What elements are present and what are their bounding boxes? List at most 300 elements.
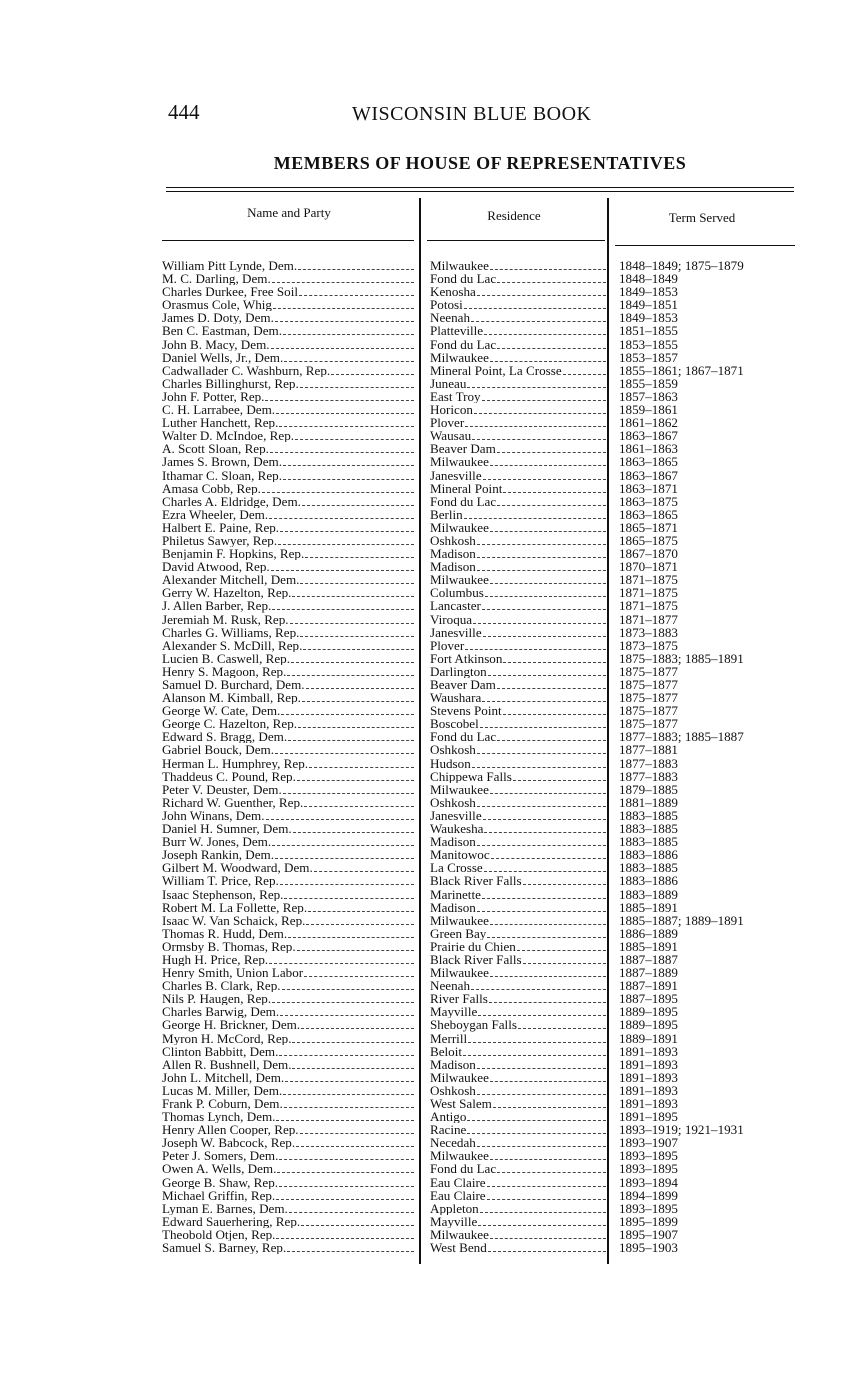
- member-residence-text: River Falls: [430, 992, 488, 1006]
- member-name: [162, 586, 414, 599]
- member-name-text: Jeremiah M. Rusk, Rep.: [162, 612, 289, 626]
- dot-leader: [297, 780, 414, 781]
- member-residence-text: Fond du Lac: [430, 272, 497, 286]
- dot-leader: [296, 1146, 414, 1147]
- dot-leader: [295, 439, 414, 440]
- member-residence-text: Fond du Lac: [430, 730, 497, 744]
- member-name: [162, 1071, 414, 1084]
- dot-leader: [300, 387, 414, 388]
- dot-leader: [299, 295, 414, 296]
- member-name: [162, 940, 414, 953]
- member-name: [162, 861, 414, 874]
- dot-leader: [279, 1055, 414, 1056]
- member-term: 1855–1861; 1867–1871: [619, 363, 744, 377]
- member-name-text: Orasmus Cole, Whig: [162, 298, 272, 312]
- dot-leader: [473, 623, 606, 624]
- member-name-text: Alexander S. McDill, Rep.: [162, 638, 303, 652]
- member-residence: [430, 626, 606, 639]
- member-residence: [430, 442, 606, 455]
- member-name: [162, 469, 414, 482]
- dot-leader: [480, 1212, 606, 1213]
- member-residence-text: Mineral Point: [430, 481, 503, 495]
- member-residence: [430, 861, 606, 874]
- member-name-text: Thaddeus C. Pound, Rep.: [162, 769, 296, 783]
- member-residence-text: Waushara: [430, 691, 482, 705]
- dot-leader: [467, 387, 606, 388]
- member-name-text: Daniel Wells, Jr., Dem.: [162, 350, 284, 364]
- dot-leader: [304, 806, 414, 807]
- member-residence-text: Beaver Dam: [430, 678, 496, 692]
- dot-leader: [301, 1225, 414, 1226]
- member-residence: [430, 285, 606, 298]
- dot-leader: [477, 806, 606, 807]
- dot-leader: [284, 898, 414, 899]
- member-term: 1891–1893: [619, 1083, 678, 1097]
- member-residence-text: Milwaukee: [430, 913, 489, 927]
- dot-leader: [490, 1238, 606, 1239]
- member-name: [162, 285, 414, 298]
- member-residence-text: Lancaster: [430, 599, 481, 613]
- dot-leader: [269, 518, 414, 519]
- member-term: 1889–1895: [619, 1018, 678, 1032]
- member-residence-text: Columbus: [430, 586, 484, 600]
- member-residence: [430, 1202, 606, 1215]
- member-name-text: James S. Brown, Dem.: [162, 455, 283, 469]
- running-head: WISCONSIN BLUE BOOK: [352, 103, 592, 125]
- column-header-underline-term: [615, 245, 795, 246]
- dot-leader: [308, 911, 414, 912]
- dot-leader: [280, 884, 414, 885]
- dot-leader: [283, 334, 414, 335]
- member-name-text: Henry S. Magoon, Rep.: [162, 664, 287, 678]
- member-residence-text: Sheboygan Falls: [430, 1018, 517, 1032]
- member-residence: [430, 822, 606, 835]
- member-residence: [430, 416, 606, 429]
- member-name: [162, 364, 414, 377]
- dot-leader: [478, 1015, 606, 1016]
- member-term: 1883–1885: [619, 808, 678, 823]
- member-name-text: Ezra Wheeler, Dem.: [162, 507, 269, 521]
- member-residence: [430, 338, 606, 351]
- dot-leader: [281, 714, 414, 715]
- member-residence-text: Chippewa Falls: [430, 769, 512, 783]
- dot-leader: [468, 1042, 606, 1043]
- member-term: 1863–1871: [619, 481, 678, 495]
- dot-leader: [275, 858, 414, 859]
- member-name-text: John L. Mitchell, Dem.: [162, 1070, 285, 1084]
- member-name-text: Nils P. Haugen, Rep.: [162, 992, 272, 1006]
- member-term: 1883–1885: [619, 822, 678, 836]
- dot-leader: [503, 714, 606, 715]
- member-term: 1853–1857: [619, 350, 678, 364]
- member-name-text: Isaac Stephenson, Rep.: [162, 887, 284, 901]
- top-rule: [166, 187, 794, 188]
- member-term: 1891–1893: [619, 1057, 678, 1071]
- dot-leader: [477, 570, 606, 571]
- member-name-text: George B. Shaw, Rep.: [162, 1175, 279, 1189]
- member-residence-text: Neenah: [430, 979, 470, 993]
- member-name-text: Amasa Cobb, Rep.: [162, 481, 261, 495]
- dot-leader: [266, 819, 414, 820]
- dot-leader: [284, 1107, 414, 1108]
- dot-leader: [279, 1186, 414, 1187]
- dot-leader: [497, 282, 606, 283]
- member-name: [162, 259, 414, 272]
- member-term: 1891–1895: [619, 1110, 678, 1124]
- member-name: [162, 508, 414, 521]
- member-name-text: Lucien B. Caswell, Rep.: [162, 651, 291, 665]
- member-name: [162, 429, 414, 442]
- member-term: 1849–1853: [619, 311, 678, 325]
- member-residence: [430, 757, 606, 770]
- member-residence-text: Madison: [430, 1057, 476, 1071]
- dot-leader: [279, 1159, 414, 1160]
- member-residence: [430, 1097, 606, 1110]
- member-term: 1848–1849; 1875–1879: [619, 259, 744, 273]
- member-residence-text: Milwaukee: [430, 259, 489, 273]
- member-residence-text: Oshkosh: [430, 533, 476, 548]
- member-residence: [430, 914, 606, 927]
- member-residence: [430, 1136, 606, 1149]
- member-name-text: Walter D. McIndoe, Rep.: [162, 429, 295, 443]
- member-term: 1887–1889: [619, 966, 678, 980]
- member-residence: [430, 586, 606, 599]
- member-residence: [430, 1123, 606, 1136]
- dot-leader: [482, 400, 606, 401]
- member-name-text: Ormsby B. Thomas, Rep.: [162, 939, 296, 953]
- dot-leader: [331, 374, 414, 375]
- member-name-text: Luther Hanchett, Rep.: [162, 416, 279, 430]
- dot-leader: [488, 1251, 606, 1252]
- member-residence-text: Plover: [430, 638, 465, 652]
- member-residence: [430, 678, 606, 691]
- member-name-text: Charles Durkee, Free Soil: [162, 285, 298, 299]
- member-residence: [430, 953, 606, 966]
- member-term: 1877–1883: [619, 756, 678, 770]
- dot-leader: [276, 1238, 414, 1239]
- dot-leader: [497, 505, 606, 506]
- member-name-text: Allen R. Bushnell, Dem.: [162, 1057, 292, 1071]
- member-name: [162, 403, 414, 416]
- member-residence: [430, 901, 606, 914]
- member-residence-text: Stevens Point: [430, 704, 502, 718]
- member-name-text: Michael Griffin, Rep.: [162, 1188, 276, 1202]
- dot-leader: [272, 282, 414, 283]
- member-residence-text: Milwaukee: [430, 455, 489, 469]
- member-residence-text: Beaver Dam: [430, 442, 496, 456]
- member-residence-text: Kenosha: [430, 285, 476, 299]
- column-divider-right: [607, 198, 609, 1264]
- dot-leader: [523, 884, 606, 885]
- member-residence: [430, 390, 606, 403]
- member-residence: [430, 927, 606, 940]
- member-residence-text: Mayville: [430, 1214, 478, 1228]
- member-residence-text: Platteville: [430, 324, 484, 338]
- member-name-text: Ithamar C. Sloan, Rep.: [162, 468, 283, 482]
- member-term: 1893–1907: [619, 1136, 678, 1150]
- member-residence: [430, 455, 606, 468]
- dot-leader: [493, 1107, 606, 1108]
- member-residence: [430, 743, 606, 756]
- dot-leader: [302, 701, 414, 702]
- member-residence: [430, 730, 606, 743]
- column-header-underline-name: [162, 240, 414, 241]
- member-name: [162, 455, 414, 468]
- member-name-text: Henry Allen Cooper, Rep.: [162, 1123, 299, 1137]
- member-name: [162, 416, 414, 429]
- dot-leader: [298, 727, 414, 728]
- member-residence: [430, 547, 606, 560]
- member-residence-text: Oshkosh: [430, 743, 476, 757]
- dot-leader: [270, 452, 414, 453]
- member-term: 1871–1877: [619, 612, 678, 626]
- member-name-text: Gerry W. Hazelton, Rep.: [162, 586, 292, 600]
- member-term: 1887–1895: [619, 992, 678, 1006]
- dot-leader: [490, 793, 606, 794]
- member-name: [162, 324, 414, 337]
- member-residence-text: La Crosse: [430, 861, 483, 875]
- dot-leader: [272, 609, 414, 610]
- member-name-text: John F. Potter, Rep.: [162, 389, 265, 404]
- member-name: [162, 678, 414, 691]
- member-term: 1875–1877: [619, 717, 678, 731]
- member-name: [162, 1162, 414, 1175]
- member-name: [162, 298, 414, 311]
- member-residence-text: Green Bay: [430, 926, 487, 940]
- member-residence: [430, 966, 606, 979]
- dot-leader: [467, 1133, 606, 1134]
- dot-leader: [283, 479, 414, 480]
- member-residence: [430, 848, 606, 861]
- member-residence: [430, 1228, 606, 1241]
- dot-leader: [271, 570, 414, 571]
- member-name: [162, 717, 414, 730]
- member-residence-text: Janesville: [430, 468, 482, 482]
- member-name-text: George C. Hazelton, Rep.: [162, 717, 298, 731]
- member-residence-text: Milwaukee: [430, 520, 489, 534]
- member-name-text: Edward Sauerhering, Rep.: [162, 1214, 301, 1228]
- member-residence-text: Wausau: [430, 429, 472, 443]
- dot-leader: [282, 989, 414, 990]
- member-residence: [430, 495, 606, 508]
- dot-leader: [272, 845, 414, 846]
- member-residence: [430, 1058, 606, 1071]
- member-name-text: Burr W. Jones, Dem.: [162, 835, 272, 849]
- member-name: [162, 888, 414, 901]
- dot-leader: [271, 348, 414, 349]
- dot-leader: [517, 950, 606, 951]
- member-residence-text: Appleton: [430, 1201, 479, 1215]
- dot-leader: [472, 439, 606, 440]
- dot-leader: [487, 937, 606, 938]
- member-name-text: Charles G. Williams, Rep.: [162, 625, 300, 639]
- dot-leader: [480, 727, 606, 728]
- dot-leader: [301, 1028, 414, 1029]
- member-term: 1849–1853: [619, 285, 678, 299]
- member-term: 1889–1895: [619, 1005, 678, 1019]
- member-name-text: Thomas Lynch, Dem.: [162, 1110, 276, 1124]
- dot-leader: [478, 1225, 606, 1226]
- member-residence: [430, 613, 606, 626]
- member-term: 1895–1907: [619, 1227, 678, 1242]
- member-residence-text: Fond du Lac: [430, 1162, 497, 1176]
- member-term: 1885–1891: [619, 939, 678, 953]
- member-residence: [430, 351, 606, 364]
- dot-leader: [497, 688, 606, 689]
- dot-leader: [482, 609, 606, 610]
- dot-leader: [490, 583, 606, 584]
- member-residence: [430, 691, 606, 704]
- member-name: [162, 1058, 414, 1071]
- member-term: 1871–1875: [619, 573, 678, 587]
- member-term: 1859–1861: [619, 403, 678, 417]
- member-name-text: Charles A. Eldridge, Dem.: [162, 494, 301, 508]
- member-residence: [430, 560, 606, 573]
- member-name-text: Frank P. Coburn, Dem.: [162, 1097, 283, 1111]
- member-residence: [430, 508, 606, 521]
- member-name: [162, 521, 414, 534]
- member-residence: [430, 1005, 606, 1018]
- member-residence: [430, 298, 606, 311]
- member-residence: [430, 364, 606, 377]
- member-name: [162, 770, 414, 783]
- member-residence-text: Prairie du Chien: [430, 939, 516, 953]
- member-name-text: George W. Cate, Dem.: [162, 704, 281, 718]
- dot-leader: [497, 1172, 606, 1173]
- member-residence-text: Fort Atkinson: [430, 651, 503, 665]
- member-term: 1855–1859: [619, 376, 678, 390]
- member-term: 1870–1871: [619, 560, 678, 574]
- member-residence: [430, 272, 606, 285]
- member-name: [162, 534, 414, 547]
- member-name-text: John B. Macy, Dem.: [162, 337, 270, 351]
- member-residence: [430, 469, 606, 482]
- member-name: [162, 953, 414, 966]
- member-name-text: Cadwallader C. Washburn, Rep.: [162, 363, 331, 377]
- member-residence-text: Manitowoc: [430, 848, 490, 862]
- member-name: [162, 835, 414, 848]
- dot-leader: [513, 780, 606, 781]
- member-name-text: Benjamin F. Hopkins, Rep.: [162, 547, 305, 561]
- member-residence-text: East Troy: [430, 389, 481, 404]
- member-residence-text: Waukesha: [430, 822, 484, 836]
- member-name: [162, 979, 414, 992]
- member-residence-text: Janesville: [430, 625, 482, 639]
- member-name: [162, 1084, 414, 1097]
- member-name: [162, 652, 414, 665]
- dot-leader: [518, 1028, 606, 1029]
- member-name: [162, 377, 414, 390]
- dot-leader: [477, 845, 606, 846]
- top-rule-inner: [166, 191, 794, 192]
- member-name: [162, 442, 414, 455]
- member-name-text: M. C. Darling, Dem.: [162, 272, 271, 286]
- member-name: [162, 1189, 414, 1202]
- dot-leader: [490, 976, 606, 977]
- member-residence: [430, 259, 606, 272]
- dot-leader: [483, 479, 606, 480]
- dot-leader: [276, 413, 414, 414]
- dot-leader: [292, 1042, 414, 1043]
- member-term: 1877–1883; 1885–1887: [619, 730, 744, 744]
- member-residence-text: Fond du Lac: [430, 337, 497, 351]
- dot-leader: [306, 924, 414, 925]
- member-name-text: Ben C. Eastman, Dem.: [162, 324, 283, 338]
- dot-leader: [273, 308, 414, 309]
- dot-leader: [487, 1186, 606, 1187]
- member-name: [162, 1149, 414, 1162]
- member-term: 1895–1899: [619, 1214, 678, 1228]
- dot-leader: [487, 1199, 606, 1200]
- dot-leader: [490, 924, 606, 925]
- section-title: MEMBERS OF HOUSE OF REPRESENTATIVES: [273, 153, 687, 173]
- member-name: [162, 639, 414, 652]
- member-residence-text: Milwaukee: [430, 573, 489, 587]
- member-name: [162, 822, 414, 835]
- dot-leader: [285, 1081, 414, 1082]
- dot-leader: [276, 1120, 414, 1121]
- dot-leader: [304, 976, 414, 977]
- member-name-text: Hugh H. Price, Rep.: [162, 952, 269, 967]
- dot-leader: [484, 832, 606, 833]
- member-name-text: John Winans, Dem.: [162, 808, 265, 823]
- member-name: [162, 992, 414, 1005]
- dot-leader: [477, 295, 606, 296]
- member-residence: [430, 665, 606, 678]
- dot-leader: [303, 649, 414, 650]
- member-name: [162, 874, 414, 887]
- member-name: [162, 613, 414, 626]
- dot-leader: [482, 701, 606, 702]
- member-term: 1891–1893: [619, 1070, 678, 1084]
- dot-leader: [477, 544, 606, 545]
- member-residence-text: Madison: [430, 560, 476, 574]
- dot-leader: [277, 1172, 414, 1173]
- member-residence-text: Plover: [430, 416, 465, 430]
- member-term: 1887–1891: [619, 979, 678, 993]
- dot-leader: [280, 1015, 414, 1016]
- member-name-text: Lucas M. Miller, Dem.: [162, 1083, 283, 1097]
- dot-leader: [523, 963, 606, 964]
- term-column: [619, 259, 849, 1254]
- dot-leader: [464, 308, 606, 309]
- dot-leader: [290, 623, 414, 624]
- member-term: 1848–1849: [619, 272, 678, 286]
- member-residence-text: West Salem: [430, 1097, 492, 1111]
- member-residence: [430, 1149, 606, 1162]
- dot-leader: [305, 557, 414, 558]
- dot-leader: [298, 269, 414, 270]
- dot-leader: [465, 426, 606, 427]
- dot-leader: [490, 1159, 606, 1160]
- member-name-text: Daniel H. Sumner, Dem.: [162, 822, 292, 836]
- member-name-text: Joseph W. Babcock, Rep.: [162, 1136, 296, 1150]
- member-residence-text: Oshkosh: [430, 795, 476, 809]
- dot-leader: [314, 871, 414, 872]
- page-number: 444: [168, 100, 200, 124]
- dot-leader: [287, 675, 414, 676]
- member-residence: [430, 1045, 606, 1058]
- member-residence: [430, 311, 606, 324]
- dot-leader: [288, 740, 414, 741]
- member-name: [162, 272, 414, 285]
- member-residence: [430, 809, 606, 822]
- member-name: [162, 626, 414, 639]
- dot-leader: [463, 1055, 606, 1056]
- member-residence: [430, 534, 606, 547]
- member-term: 1883–1885: [619, 835, 678, 849]
- member-term: 1895–1903: [619, 1241, 678, 1255]
